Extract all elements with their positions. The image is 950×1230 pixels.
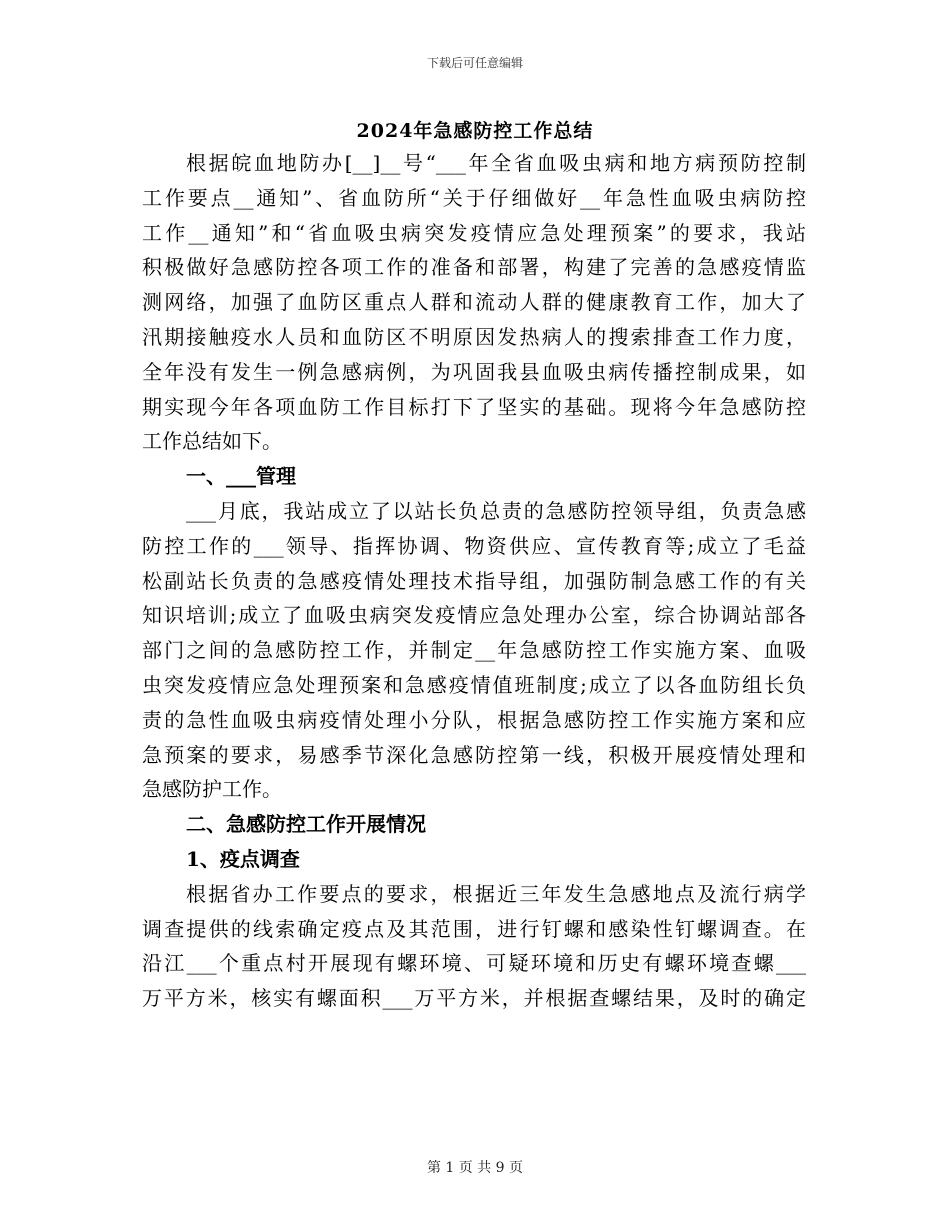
document-title: 2024年急感防控工作总结 bbox=[356, 120, 594, 142]
paragraph-line: 工作总结如下。 bbox=[142, 429, 282, 454]
paragraph-line: 工作__通知”和“省血吸虫病突发疫情应急处理预案”的要求，我站 bbox=[142, 220, 806, 245]
section-heading: 一、___管理 bbox=[186, 464, 296, 489]
paragraph-line: 急感防护工作。 bbox=[142, 777, 282, 802]
paragraph-line: 沿江___个重点村开展现有螺环境、可疑环境和历史有螺环境查螺___ bbox=[142, 951, 806, 976]
paragraph-line: 积极做好急感防控各项工作的准备和部署，构建了完善的急感疫情监 bbox=[142, 255, 806, 280]
subsection-heading: 1、疫点调查 bbox=[186, 846, 300, 871]
paragraph-line: 防控工作的___领导、指挥协调、物资供应、宣传教育等;成立了毛益 bbox=[142, 533, 806, 558]
paragraph-line: 部门之间的急感防控工作，并制定__年急感防控工作实施方案、血吸 bbox=[142, 638, 806, 663]
paragraph-line: 万平方米，核实有螺面积___万平方米，并根据查螺结果，及时的确定 bbox=[142, 986, 806, 1011]
paragraph-line: 根据皖血地防办[__]__号“___年全省血吸虫病和地方病预防控制 bbox=[186, 151, 806, 175]
page-number: 第 1 页 共 9 页 bbox=[426, 1160, 524, 1176]
page-header-note: 下载后可任意编辑 bbox=[426, 56, 523, 70]
paragraph-line: 汛期接触疫水人员和血防区不明原因发热病人的搜索排查工作力度， bbox=[142, 324, 806, 349]
paragraph-line: 测网络，加强了血防区重点人群和流动人群的健康教育工作，加大了 bbox=[142, 290, 806, 315]
paragraph-line: ___月底，我站成立了以站长负总责的急感防控领导组，负责急感 bbox=[186, 498, 806, 523]
paragraph-line: 全年没有发生一例急感病例，为巩固我县血吸虫病传播控制成果，如 bbox=[142, 359, 806, 384]
paragraph-line: 工作要点__通知”、省血防所“关于仔细做好__年急性血吸虫病防控 bbox=[142, 185, 806, 210]
paragraph-line: 虫突发疫情应急处理预案和急感疫情值班制度;成立了以各血防组长负 bbox=[142, 672, 806, 697]
document-body bbox=[142, 146, 806, 1016]
paragraph-line: 责的急性血吸虫病疫情处理小分队，根据急感防控工作实施方案和应 bbox=[142, 707, 806, 732]
section-heading: 二、急感防控工作开展情况 bbox=[186, 812, 426, 837]
paragraph-line: 知识培训;成立了血吸虫病突发疫情应急处理办公室，综合协调站部各 bbox=[142, 603, 806, 628]
paragraph-line: 松副站长负责的急感疫情处理技术指导组，加强防制急感工作的有关 bbox=[142, 568, 806, 593]
paragraph-line: 急预案的要求，易感季节深化急感防控第一线，积极开展疫情处理和 bbox=[142, 742, 806, 767]
paragraph-line: 期实现今年各项血防工作目标打下了坚实的基础。现将今年急感防控 bbox=[142, 394, 806, 419]
paragraph-line: 调查提供的线索确定疫点及其范围，进行钉螺和感染性钉螺调查。在 bbox=[142, 916, 806, 941]
paragraph-line: 根据省办工作要点的要求，根据近三年发生急感地点及流行病学 bbox=[186, 881, 806, 906]
